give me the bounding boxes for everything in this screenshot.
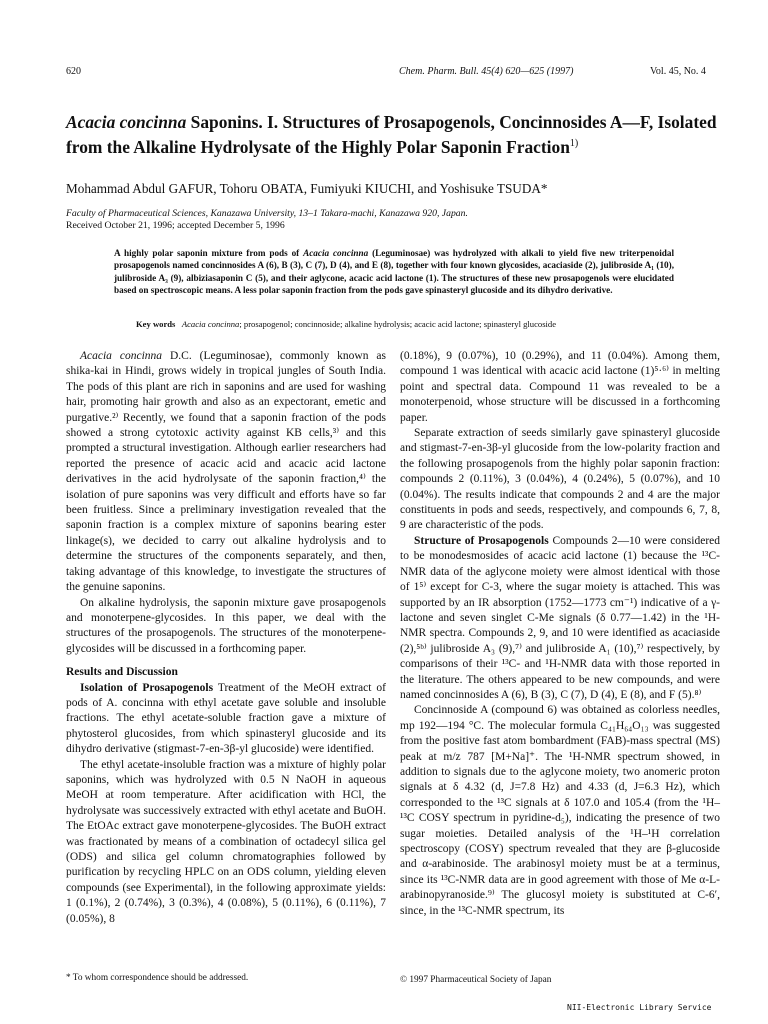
left-column bbox=[66, 349, 386, 927]
paragraph: Separate extraction of seeds similarly gave spinasteryl glucoside and stigmast-7-en-3β-yl glucoside from the low-polarity fraction and the following prosapogenols from the highly polar saponin fraction: compounds 2 (0.11%), 3 (0.04%), 4 (0.24%), 5 (0.07%), and 10 (0.04%). The results indicate that compounds 2 and 4 are the major constituents in pods and seeds, respectively, and compounds 6, 7, 8, 9 are characteristic of the pods. bbox=[400, 427, 720, 532]
paragraph: The ethyl acetate-insoluble fraction was a mixture of highly polar saponins, which was hydrolyzed with 0.5 N NaOH in aqueous MeOH at room temperature. After acidification with HCl, the hydrolysate was successively extracted with ethyl acetate and BuOH. The EtOAc extract gave monoterpene-glycosides. The BuOH extract was fractionated by means of a combination of octadecyl silica gel (ODS) and silica gel column chromatographies followed by purification by recycling HPLC on an ODS column, yielding eleven compounds (see Experimental), in the following approximate yields: 1 (0.1%), 2 (0.74%), 3 (0.3%), 4 (0.08%), 5 (0.11%), 6 (0.11%), 7 (0.05%), 8 bbox=[66, 758, 386, 925]
paragraph bbox=[400, 534, 720, 703]
title-footnote-mark: 1) bbox=[569, 138, 579, 149]
paragraph: Concinnoside A (compound 6) was obtained as colorless needles, mp 192—194 °C. The molecular formula C₄₁H₆₄O₁₃ was suggested from the positive fast atom bombardment (FAB)-mass spectral (MS) peak at m/z 787 [M+Na]⁺. The ¹H-NMR spectrum showed, in addition to signals due to the aglycone moiety, two anomeric proton signals at δ 4.32 (d, J=7.8 Hz) and 4.33 (d, J=6.3 Hz), which corresponded to the ¹³C signals at δ 107.0 and 105.4 (from the ¹H–¹³C COSY spectrum in pyridine-d₅), indicating the presence of two sugar moieties. Detailed analysis of the ¹H–¹H correlation spectroscopy (COSY) spectrum revealed that they are β-glucoside and α-arabinoside. The arabinosyl moiety must be at a terminus, since its ¹³C-NMR data are in good agreement with those of Me α-L-arabinopyranoside.⁹⁾ The glucosyl moiety is substituted at C-6′, since, in the ¹³C-NMR spectrum, its bbox=[400, 704, 720, 917]
keywords-label: Key words bbox=[136, 319, 176, 329]
paragraph-text: Compounds 2—10 were considered to be monodesmosides of acacic acid lactone (1) because the ¹³C-NMR data of the aglycone moiety were almost identical with those of 1⁵⁾ except for C-3, where the sugar moiety is attached. This was supported by an IR absorption (1752—1773 cm⁻¹) indicative of a γ-lactone and seven singlet C-Me signals (δ 0.77—1.42) in the ¹H-NMR spectra. Compounds 2, 9, and 10 were identified as acaciaside (2),⁵ᵇ⁾ julibroside A₃ (9),⁷⁾ and julibroside A₁ (10),⁷⁾ respectively, by comparisons of their ¹³C- and ¹H-NMR data with those reported in the literature. The others appeared to be new compounds, and were named concinnosides A (6), B (3), C (7), D (4), E (8), and F (5).⁸⁾ bbox=[400, 534, 721, 701]
correspondence-footnote: * To whom correspondence should be addressed. bbox=[66, 973, 249, 983]
abstract-part-1: A highly polar saponin mixture from pods of bbox=[114, 248, 300, 258]
section-heading: Results and Discussion bbox=[66, 666, 178, 679]
title-species: Acacia concinna bbox=[66, 112, 187, 132]
service-watermark: NII-Electronic Library Service bbox=[567, 1003, 712, 1012]
paragraph-text: Treatment of the MeOH extract of pods of A. concinna with ethyl acetate gave soluble and insoluble fractions. The ethyl acetate-soluble fraction gave a mixture of phytosterol glucosides, from which spinasteryl glucoside and its dihydro derivative (stigmast-7-en-3β-yl glucoside) were identified. bbox=[66, 681, 387, 756]
intro-species: Acacia concinna bbox=[80, 350, 163, 362]
intro-text: D.C. (Leguminosae), commonly known as shika-kai in Hindi, grows widely in tropical jungles of South India. The pods of this plant are rich in saponins and are used for washing hair, promoting hair growth and also as an expectorant, emetic and purgative.²⁾ Recently, we found that a saponin fraction of the pods showed a strong cytotoxic activity against KB cells,³⁾ and this prompted a structural investigation. Although earlier researchers had reported the presence of acacic acid and acacic acid lactone derivatives in the acid hydrolysate of the saponin fraction,⁴⁾ the isolation of pure saponins was very difficult and efforts have so far been fruitless. Since a preliminary investigation revealed that the saponin fraction is a complex mixture of saponins bearing ester linkage(s), we decided to carry out alkaline hydrolysis and to determine the structures of the components separately, and then, taking advantage of this knowledge, to investigate the structures of the genuine saponins. bbox=[66, 350, 386, 594]
journal-citation: Chem. Pharm. Bull. 45(4) 620—625 (1997) bbox=[399, 66, 574, 77]
keywords bbox=[136, 319, 716, 329]
authors: Mohammad Abdul GAFUR, Tohoru OBATA, Fumiyuki KIUCHI, and Yoshisuke TSUDA* bbox=[66, 181, 548, 196]
intro-paragraph bbox=[66, 349, 386, 596]
abstract bbox=[114, 247, 674, 297]
volume-label: Vol. 45, No. 4 bbox=[650, 66, 706, 77]
abstract-species: Acacia concinna bbox=[303, 248, 369, 258]
paragraph: On alkaline hydrolysis, the saponin mixture gave prosapogenols and monoterpene-glycosides. In this paper, we deal with the structures of the prosapogenols. The structures of the monoterpene-glycosides will be discussed in a forthcoming paper. bbox=[66, 596, 386, 655]
right-column bbox=[400, 349, 720, 919]
paragraph: (0.18%), 9 (0.07%), 10 (0.29%), and 11 (0.04%). Among them, compound 1 was identical with acacic acid lactone (1)⁵·⁶⁾ in melting point and spectral data. Compound 11 was revealed to be a monoterpenoid, whose structure will be discussed in a forthcoming paper. bbox=[400, 350, 720, 424]
paragraph bbox=[66, 681, 386, 758]
title-text: Saponins. I. Structures of Prosapogenols, Concinnosides A—F, Isolated from the Alkaline Hydrolysate of the Highly Polar Saponin Fraction bbox=[66, 112, 717, 157]
page-number: 620 bbox=[66, 66, 81, 77]
affiliation: Faculty of Pharmaceutical Sciences, Kanazawa University, 13–1 Takara-machi, Kanazawa 920, Japan. bbox=[66, 208, 468, 219]
article-title bbox=[66, 112, 726, 158]
subheading: Isolation of Prosapogenols bbox=[80, 681, 214, 694]
received-date: Received October 21, 1996; accepted December 5, 1996 bbox=[66, 220, 285, 231]
subheading: Structure of Prosapogenols bbox=[414, 534, 549, 547]
copyright-notice: © 1997 Pharmaceutical Society of Japan bbox=[400, 975, 552, 985]
abstract-part-2: (Leguminosae) was hydrolyzed with alkali to yield five new triterpenoidal prosapogenols named concinnosides A (6), B (3), C (7), D (4), and E (8), together with four known glycosides, acaciaside (2), julibroside A₁ (10), julibroside A₃ (9), albiziasaponin C (5), and their aglycone, acacic acid lactone (1). The structures of these new prosapogenols were elucidated based on spectroscopic means. A less polar saponin fraction from the pods gave spinasteryl glucoside and its dihydro derivative. bbox=[114, 248, 675, 296]
keywords-list: ; prosapogenol; concinnoside; alkaline hydrolysis; acacic acid lactone; spinasteryl glucoside bbox=[239, 319, 557, 329]
keywords-species: Acacia concinna bbox=[181, 319, 240, 329]
